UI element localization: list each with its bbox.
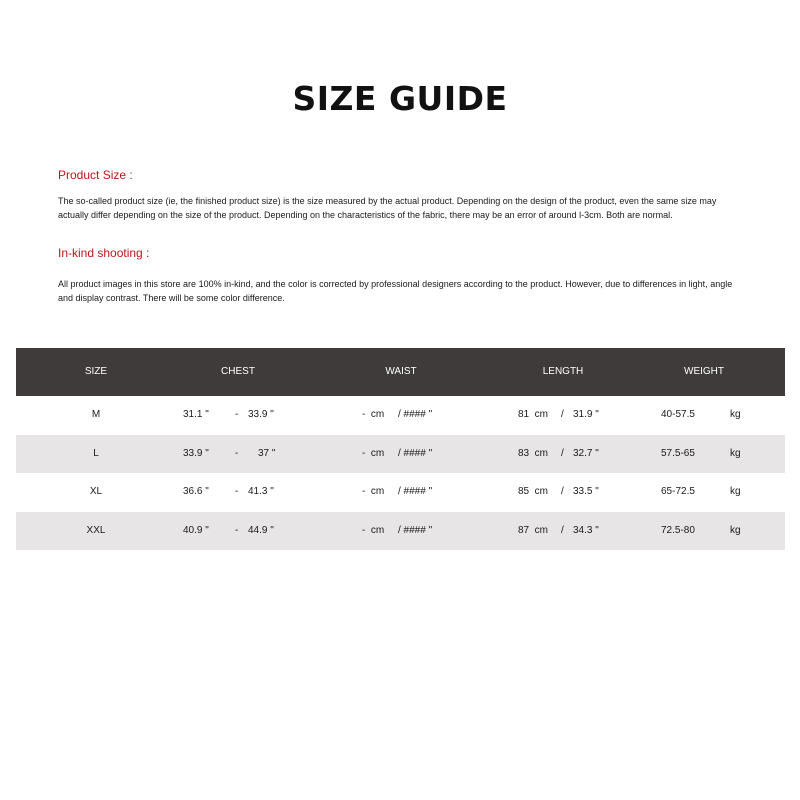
length-separator: / bbox=[561, 447, 564, 459]
weight-unit-cell: kg bbox=[730, 409, 741, 420]
chest-separator: - bbox=[235, 524, 239, 536]
weight-cell: 57.5-65 bbox=[661, 447, 695, 459]
chest-separator: - bbox=[235, 409, 239, 420]
in-kind-heading: In-kind shooting : bbox=[58, 246, 150, 260]
waist-inch-cell: / #### " bbox=[398, 524, 433, 536]
size-cell: XXL bbox=[86, 524, 106, 536]
header-waist: WAIST bbox=[385, 366, 417, 377]
size-cell: M bbox=[91, 409, 101, 420]
chest-max-cell: 33.9 " bbox=[248, 409, 274, 420]
table-row bbox=[16, 435, 785, 474]
weight-unit-cell: kg bbox=[730, 524, 741, 536]
length-cm-cell: 85 cm bbox=[518, 486, 549, 497]
weight-unit-cell: kg bbox=[730, 447, 741, 459]
length-separator: / bbox=[561, 409, 564, 420]
chest-min-cell: 33.9 " bbox=[183, 447, 209, 459]
size-table bbox=[16, 348, 785, 550]
weight-cell: 72.5-80 bbox=[661, 524, 695, 536]
waist-cm-cell: - cm bbox=[362, 524, 385, 536]
waist-cm-cell: - cm bbox=[362, 486, 385, 497]
chest-separator: - bbox=[235, 447, 239, 459]
chest-max-cell: 37 " bbox=[258, 447, 276, 459]
waist-inch-cell: / #### " bbox=[398, 447, 433, 459]
length-inch-cell: 32.7 " bbox=[573, 447, 599, 459]
product-size-heading: Product Size : bbox=[58, 168, 133, 182]
size-cell: XL bbox=[89, 486, 103, 497]
in-kind-text: All product images in this store are 100% in-kind, and the color is corrected by professional designers according to the product. However, due to differences in light, angle and display contrast. There will be some color difference. bbox=[58, 279, 733, 303]
length-inch-cell: 31.9 " bbox=[573, 409, 599, 420]
header-weight: WEIGHT bbox=[684, 366, 724, 377]
length-cm-cell: 87 cm bbox=[518, 524, 549, 536]
product-size-text: The so-called product size (ie, the finished product size) is the size measured by the actual product. Depending on the design of the product, even the same size may actually differ depending on the size of the product. Depending on the characteristics of the fabric, there may be an error of around l-3cm. Both are normal. bbox=[58, 196, 717, 220]
chest-separator: - bbox=[235, 486, 239, 497]
weight-unit-cell: kg bbox=[730, 486, 741, 497]
table-row bbox=[16, 396, 785, 435]
length-inch-cell: 33.5 " bbox=[573, 486, 599, 497]
header-length: LENGTH bbox=[542, 366, 584, 377]
table-header bbox=[16, 348, 785, 396]
waist-cm-cell: - cm bbox=[362, 409, 385, 420]
chest-min-cell: 36.6 " bbox=[183, 486, 209, 497]
length-cm-cell: 83 cm bbox=[518, 447, 549, 459]
chest-min-cell: 31.1 " bbox=[183, 409, 209, 420]
waist-inch-cell: / #### " bbox=[398, 486, 433, 497]
length-separator: / bbox=[561, 524, 564, 536]
waist-inch-cell: / #### " bbox=[398, 409, 433, 420]
header-chest: CHEST bbox=[221, 366, 255, 377]
table-row bbox=[16, 512, 785, 551]
waist-cm-cell: - cm bbox=[362, 447, 385, 459]
size-cell: L bbox=[93, 447, 99, 459]
weight-cell: 40-57.5 bbox=[661, 409, 695, 420]
chest-max-cell: 44.9 " bbox=[248, 524, 274, 536]
chest-max-cell: 41.3 " bbox=[248, 486, 274, 497]
length-separator: / bbox=[561, 486, 564, 497]
page-title: SIZE GUIDE bbox=[292, 79, 508, 118]
table-row bbox=[16, 473, 785, 512]
length-cm-cell: 81 cm bbox=[518, 409, 549, 420]
weight-cell: 65-72.5 bbox=[661, 486, 695, 497]
length-inch-cell: 34.3 " bbox=[573, 524, 599, 536]
header-size: SIZE bbox=[84, 366, 108, 377]
chest-min-cell: 40.9 " bbox=[183, 524, 209, 536]
